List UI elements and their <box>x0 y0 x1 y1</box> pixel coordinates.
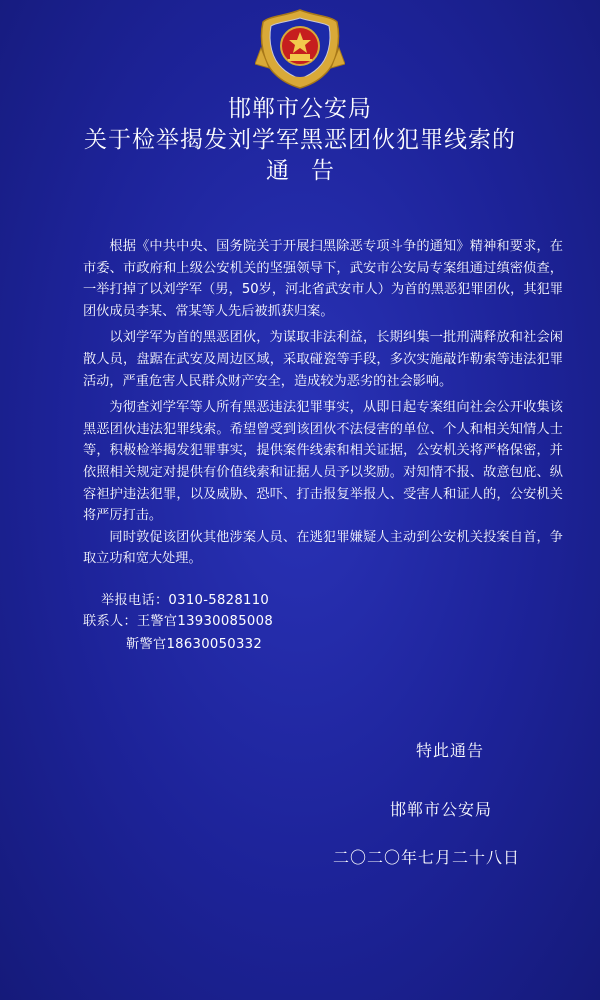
notice-subject-title: 关于检举揭发刘学军黑恶团伙犯罪线索的 <box>84 127 516 153</box>
body-paragraph: 以刘学军为首的黑恶团伙，为谋取非法利益，长期纠集一批刑满释放和社会闲散人员，盘踞在武安及周边区域，采取碰瓷等手段，多次实施敲诈勒索等违法犯罪活动，严重危害人民群众财产安全，造成较为恶劣的社会影响。 <box>83 330 563 389</box>
issue-date: 二〇二〇年七月二十八日 <box>333 848 521 867</box>
issuer-signature: 邯郸市公安局 <box>390 800 493 819</box>
body-paragraph: 为彻查刘学军等人所有黑恶违法犯罪事实，从即日起专案组向社会公开收集该黑恶团伙违法犯罪线索。希望曾受到该团伙不法侵害的单位、个人和相关知情人士等，积极检举揭发犯罪事实，提供案件线索和相关证据，公安机关将严格保密，并依照相关规定对提供有价值线索和证据人员予以奖励。对知情不报、故意包庇、纵容袒护违法犯罪，以及威胁、恐吓、打击报复举报人、受害人和证人的，公安机关将严厉打击。 <box>83 400 563 524</box>
closing-statement: 特此通告 <box>416 741 485 760</box>
notice-authority-title: 邯郸市公安局 <box>228 96 372 122</box>
hotline-number: 举报电话：0310-5828110 <box>101 593 270 608</box>
body-paragraph: 同时敦促该团伙其他涉案人员、在逃犯罪嫌疑人主动到公安机关投案自首，争取立功和宽大处理。 <box>83 529 563 567</box>
notice-type-title: 通告 <box>266 158 356 184</box>
contact-person-jin: 靳警官18630050332 <box>126 637 263 652</box>
contact-person-wang: 联系人：王警官13930085008 <box>83 614 274 629</box>
notice-body <box>83 236 563 570</box>
body-paragraph: 根据《中共中央、国务院关于开展扫黑除恶专项斗争的通知》精神和要求，在市委、市政府和上级公安机关的坚强领导下，武安市公安局专案组通过缜密侦查，一举打掉了以刘学军（男，50岁，河北省武安市人）为首的黑恶犯罪团伙，其犯罪团伙成员李某、常某等人先后被抓获归案。 <box>83 239 563 319</box>
police-badge-emblem-icon <box>255 8 345 90</box>
